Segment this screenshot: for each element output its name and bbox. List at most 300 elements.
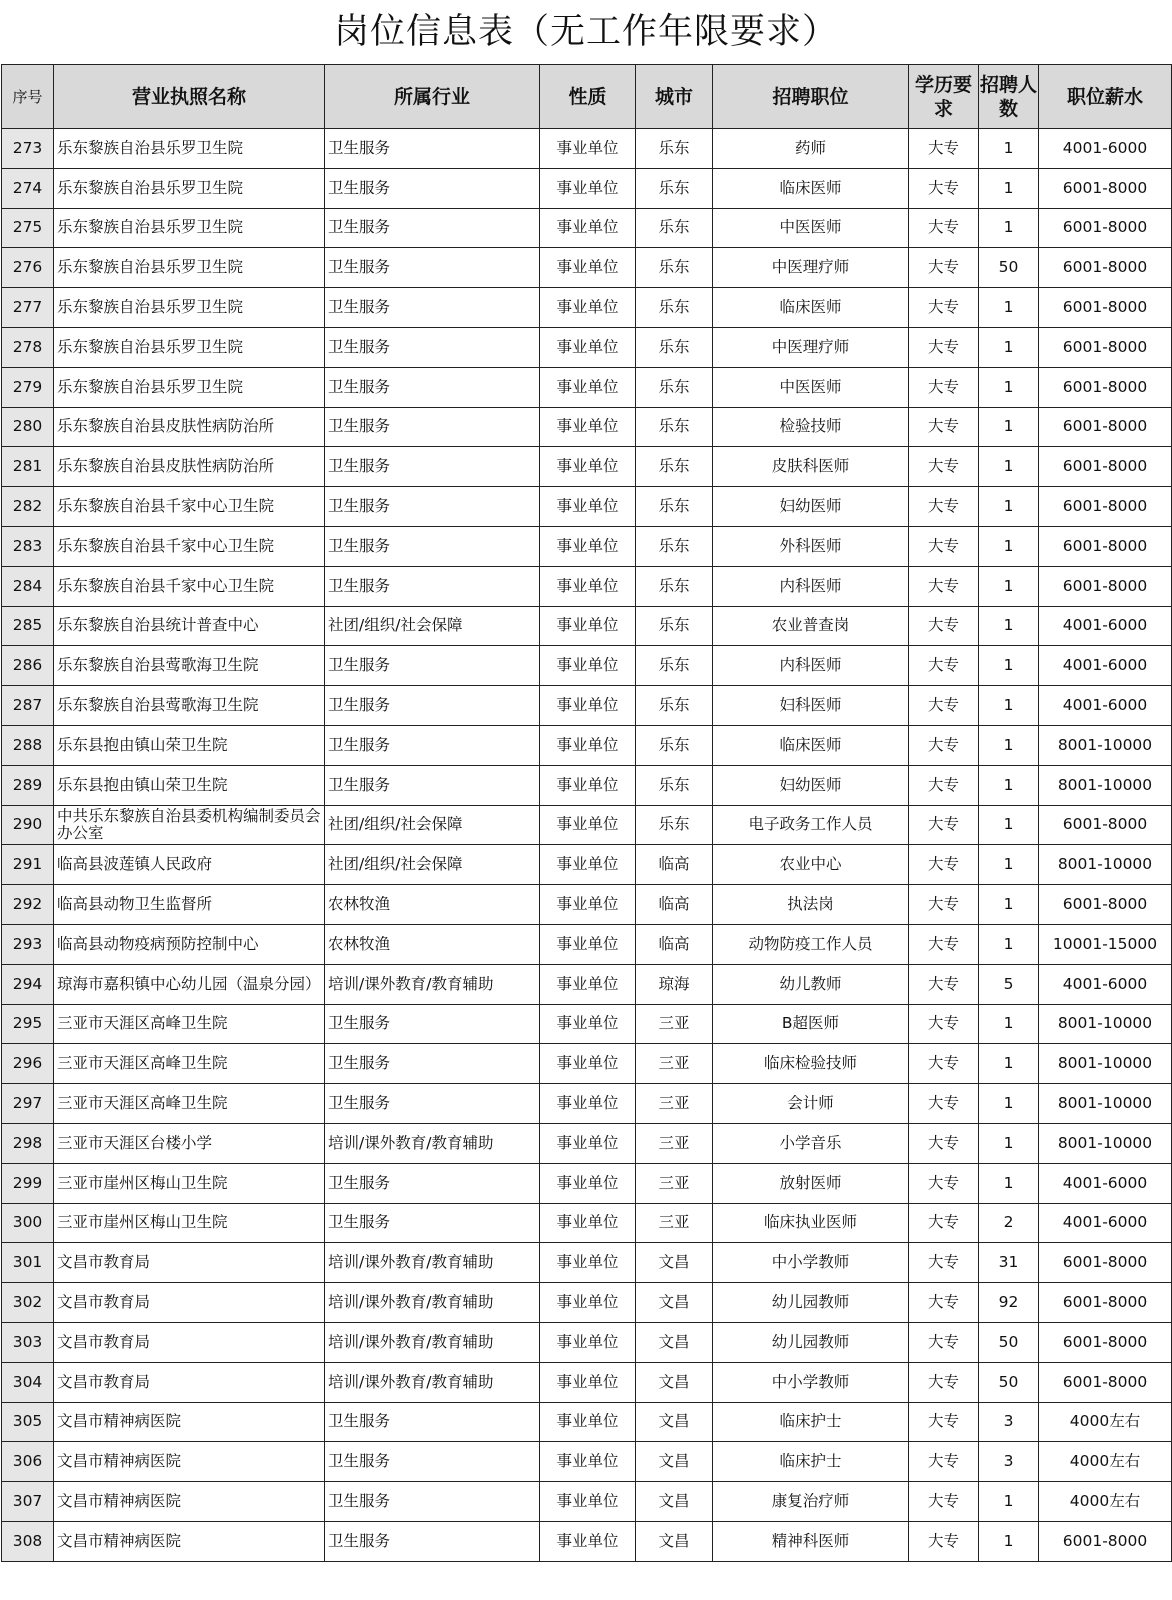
cell-position: 外科医师 (713, 526, 909, 566)
cell-nature: 事业单位 (540, 646, 636, 686)
cell-industry: 卫生服务 (325, 1482, 540, 1522)
cell-salary: 6001-8000 (1039, 447, 1172, 487)
cell-position: 临床医师 (713, 288, 909, 328)
table-row (2, 686, 1172, 726)
cell-no: 291 (2, 845, 54, 885)
table-row (2, 805, 1172, 845)
cell-no: 295 (2, 1004, 54, 1044)
cell-no: 284 (2, 566, 54, 606)
cell-salary: 6001-8000 (1039, 407, 1172, 447)
cell-position: 幼儿教师 (713, 964, 909, 1004)
table-row (2, 566, 1172, 606)
cell-count: 1 (979, 1163, 1039, 1203)
cell-no: 289 (2, 765, 54, 805)
cell-nature: 事业单位 (540, 805, 636, 845)
cell-count: 1 (979, 407, 1039, 447)
cell-education: 大专 (909, 765, 979, 805)
cell-education: 大专 (909, 686, 979, 726)
cell-education: 大专 (909, 1004, 979, 1044)
cell-industry: 培训/课外教育/教育辅助 (325, 964, 540, 1004)
cell-salary: 8001-10000 (1039, 1123, 1172, 1163)
cell-nature: 事业单位 (540, 208, 636, 248)
cell-nature: 事业单位 (540, 1163, 636, 1203)
cell-name: 三亚市崖州区梅山卫生院 (54, 1163, 325, 1203)
cell-city: 文昌 (636, 1362, 713, 1402)
cell-count: 1 (979, 1123, 1039, 1163)
cell-no: 296 (2, 1044, 54, 1084)
cell-no: 306 (2, 1442, 54, 1482)
cell-education: 大专 (909, 288, 979, 328)
table-row (2, 1482, 1172, 1522)
cell-education: 大专 (909, 407, 979, 447)
cell-nature: 事业单位 (540, 1482, 636, 1522)
cell-city: 临高 (636, 885, 713, 925)
cell-position: 中医理疗师 (713, 327, 909, 367)
cell-position: 妇幼医师 (713, 487, 909, 527)
cell-nature: 事业单位 (540, 248, 636, 288)
cell-education: 大专 (909, 1362, 979, 1402)
table-header-row (2, 65, 1172, 129)
cell-industry: 卫生服务 (325, 248, 540, 288)
cell-industry: 社团/组织/社会保障 (325, 606, 540, 646)
cell-salary: 6001-8000 (1039, 1283, 1172, 1323)
cell-industry: 农林牧渔 (325, 885, 540, 925)
cell-name: 乐东黎族自治县千家中心卫生院 (54, 487, 325, 527)
cell-position: 农业中心 (713, 845, 909, 885)
cell-nature: 事业单位 (540, 1442, 636, 1482)
cell-salary: 6001-8000 (1039, 248, 1172, 288)
cell-education: 大专 (909, 606, 979, 646)
cell-city: 三亚 (636, 1203, 713, 1243)
cell-name: 乐东黎族自治县莺歌海卫生院 (54, 686, 325, 726)
cell-name: 乐东黎族自治县千家中心卫生院 (54, 566, 325, 606)
cell-city: 三亚 (636, 1123, 713, 1163)
cell-city: 乐东 (636, 367, 713, 407)
table-row (2, 248, 1172, 288)
cell-education: 大专 (909, 168, 979, 208)
cell-industry: 卫生服务 (325, 407, 540, 447)
cell-name: 乐东黎族自治县乐罗卫生院 (54, 208, 325, 248)
cell-count: 1 (979, 447, 1039, 487)
cell-education: 大专 (909, 924, 979, 964)
cell-industry: 卫生服务 (325, 1402, 540, 1442)
cell-nature: 事业单位 (540, 1521, 636, 1561)
cell-no: 281 (2, 447, 54, 487)
cell-position: 中医医师 (713, 208, 909, 248)
cell-industry: 农林牧渔 (325, 924, 540, 964)
table-row (2, 447, 1172, 487)
cell-position: 临床医师 (713, 168, 909, 208)
cell-salary: 6001-8000 (1039, 805, 1172, 845)
cell-salary: 4001-6000 (1039, 964, 1172, 1004)
cell-salary: 10001-15000 (1039, 924, 1172, 964)
cell-education: 大专 (909, 1123, 979, 1163)
cell-city: 文昌 (636, 1521, 713, 1561)
cell-name: 乐东黎族自治县统计普查中心 (54, 606, 325, 646)
cell-count: 1 (979, 725, 1039, 765)
table-row (2, 1521, 1172, 1561)
table-row (2, 526, 1172, 566)
cell-no: 293 (2, 924, 54, 964)
cell-industry: 卫生服务 (325, 288, 540, 328)
cell-salary: 8001-10000 (1039, 1004, 1172, 1044)
cell-count: 1 (979, 327, 1039, 367)
cell-city: 三亚 (636, 1004, 713, 1044)
cell-nature: 事业单位 (540, 1123, 636, 1163)
cell-no: 279 (2, 367, 54, 407)
cell-name: 临高县动物疫病预防控制中心 (54, 924, 325, 964)
cell-city: 文昌 (636, 1482, 713, 1522)
cell-nature: 事业单位 (540, 1283, 636, 1323)
cell-education: 大专 (909, 526, 979, 566)
cell-salary: 6001-8000 (1039, 367, 1172, 407)
cell-salary: 4001-6000 (1039, 1203, 1172, 1243)
cell-salary: 4001-6000 (1039, 686, 1172, 726)
cell-nature: 事业单位 (540, 845, 636, 885)
cell-name: 乐东黎族自治县乐罗卫生院 (54, 168, 325, 208)
cell-salary: 6001-8000 (1039, 1521, 1172, 1561)
cell-city: 乐东 (636, 447, 713, 487)
cell-name: 乐东黎族自治县莺歌海卫生院 (54, 646, 325, 686)
cell-industry: 卫生服务 (325, 367, 540, 407)
cell-city: 文昌 (636, 1283, 713, 1323)
cell-name: 文昌市教育局 (54, 1243, 325, 1283)
cell-no: 288 (2, 725, 54, 765)
cell-education: 大专 (909, 1163, 979, 1203)
cell-position: 农业普查岗 (713, 606, 909, 646)
cell-industry: 卫生服务 (325, 487, 540, 527)
cell-no: 302 (2, 1283, 54, 1323)
table-body (2, 129, 1172, 1562)
cell-nature: 事业单位 (540, 1004, 636, 1044)
table-row (2, 1442, 1172, 1482)
cell-industry: 卫生服务 (325, 1442, 540, 1482)
cell-position: 中医医师 (713, 367, 909, 407)
cell-salary: 6001-8000 (1039, 1322, 1172, 1362)
cell-count: 1 (979, 805, 1039, 845)
cell-industry: 卫生服务 (325, 566, 540, 606)
cell-name: 中共乐东黎族自治县委机构编制委员会办公室 (54, 805, 325, 845)
cell-position: 临床检验技师 (713, 1044, 909, 1084)
cell-education: 大专 (909, 1203, 979, 1243)
cell-count: 5 (979, 964, 1039, 1004)
cell-count: 3 (979, 1442, 1039, 1482)
cell-city: 三亚 (636, 1044, 713, 1084)
cell-salary: 6001-8000 (1039, 208, 1172, 248)
cell-industry: 卫生服务 (325, 1521, 540, 1561)
header-city: 城市 (636, 65, 713, 129)
cell-nature: 事业单位 (540, 566, 636, 606)
cell-name: 琼海市嘉积镇中心幼儿园（温泉分园） (54, 964, 325, 1004)
cell-salary: 6001-8000 (1039, 487, 1172, 527)
cell-count: 50 (979, 1322, 1039, 1362)
table-row (2, 1084, 1172, 1124)
cell-no: 285 (2, 606, 54, 646)
cell-salary: 6001-8000 (1039, 566, 1172, 606)
cell-salary: 4000左右 (1039, 1402, 1172, 1442)
cell-position: 临床护士 (713, 1442, 909, 1482)
cell-count: 1 (979, 168, 1039, 208)
table-row (2, 1362, 1172, 1402)
cell-city: 临高 (636, 845, 713, 885)
cell-no: 300 (2, 1203, 54, 1243)
cell-no: 299 (2, 1163, 54, 1203)
cell-count: 1 (979, 924, 1039, 964)
cell-count: 1 (979, 526, 1039, 566)
cell-name: 三亚市天涯区高峰卫生院 (54, 1084, 325, 1124)
cell-count: 1 (979, 646, 1039, 686)
cell-no: 303 (2, 1322, 54, 1362)
cell-salary: 4001-6000 (1039, 1163, 1172, 1203)
cell-name: 文昌市精神病医院 (54, 1442, 325, 1482)
cell-no: 292 (2, 885, 54, 925)
cell-no: 301 (2, 1243, 54, 1283)
cell-city: 乐东 (636, 487, 713, 527)
cell-education: 大专 (909, 1482, 979, 1522)
cell-city: 文昌 (636, 1442, 713, 1482)
cell-position: 妇科医师 (713, 686, 909, 726)
cell-no: 308 (2, 1521, 54, 1561)
cell-no: 286 (2, 646, 54, 686)
table-row (2, 168, 1172, 208)
header-nature: 性质 (540, 65, 636, 129)
cell-nature: 事业单位 (540, 1243, 636, 1283)
table-row (2, 646, 1172, 686)
cell-no: 275 (2, 208, 54, 248)
cell-count: 1 (979, 606, 1039, 646)
table-row (2, 885, 1172, 925)
cell-nature: 事业单位 (540, 1322, 636, 1362)
cell-name: 文昌市教育局 (54, 1322, 325, 1362)
cell-city: 乐东 (636, 646, 713, 686)
cell-position: 中医理疗师 (713, 248, 909, 288)
cell-count: 1 (979, 845, 1039, 885)
cell-education: 大专 (909, 566, 979, 606)
cell-industry: 卫生服务 (325, 646, 540, 686)
cell-education: 大专 (909, 964, 979, 1004)
cell-nature: 事业单位 (540, 1084, 636, 1124)
cell-city: 乐东 (636, 725, 713, 765)
cell-nature: 事业单位 (540, 129, 636, 169)
table-row (2, 1322, 1172, 1362)
table-row (2, 1243, 1172, 1283)
cell-name: 乐东黎族自治县乐罗卫生院 (54, 129, 325, 169)
cell-no: 283 (2, 526, 54, 566)
cell-salary: 8001-10000 (1039, 845, 1172, 885)
cell-count: 1 (979, 367, 1039, 407)
cell-industry: 卫生服务 (325, 686, 540, 726)
table-row (2, 407, 1172, 447)
cell-position: 执法岗 (713, 885, 909, 925)
cell-no: 304 (2, 1362, 54, 1402)
cell-nature: 事业单位 (540, 526, 636, 566)
cell-name: 乐东县抱由镇山荣卫生院 (54, 765, 325, 805)
cell-industry: 卫生服务 (325, 327, 540, 367)
cell-city: 文昌 (636, 1243, 713, 1283)
cell-count: 2 (979, 1203, 1039, 1243)
cell-no: 280 (2, 407, 54, 447)
page-title: 岗位信息表（无工作年限要求） (333, 12, 838, 52)
table-row (2, 1004, 1172, 1044)
cell-city: 文昌 (636, 1402, 713, 1442)
cell-salary: 6001-8000 (1039, 526, 1172, 566)
cell-position: 放射医师 (713, 1163, 909, 1203)
cell-no: 297 (2, 1084, 54, 1124)
cell-city: 乐东 (636, 805, 713, 845)
cell-industry: 卫生服务 (325, 1203, 540, 1243)
cell-industry: 卫生服务 (325, 1044, 540, 1084)
cell-education: 大专 (909, 725, 979, 765)
cell-count: 1 (979, 1004, 1039, 1044)
table-row (2, 327, 1172, 367)
cell-nature: 事业单位 (540, 606, 636, 646)
cell-city: 乐东 (636, 407, 713, 447)
cell-city: 乐东 (636, 208, 713, 248)
cell-nature: 事业单位 (540, 447, 636, 487)
cell-name: 乐东县抱由镇山荣卫生院 (54, 725, 325, 765)
cell-industry: 培训/课外教育/教育辅助 (325, 1362, 540, 1402)
cell-name: 乐东黎族自治县乐罗卫生院 (54, 248, 325, 288)
cell-nature: 事业单位 (540, 168, 636, 208)
header-position: 招聘职位 (713, 65, 909, 129)
cell-name: 乐东黎族自治县乐罗卫生院 (54, 327, 325, 367)
cell-city: 乐东 (636, 248, 713, 288)
cell-no: 282 (2, 487, 54, 527)
cell-nature: 事业单位 (540, 686, 636, 726)
table-row (2, 208, 1172, 248)
table-row (2, 924, 1172, 964)
cell-position: 电子政务工作人员 (713, 805, 909, 845)
header-no: 序号 (2, 65, 54, 129)
cell-education: 大专 (909, 367, 979, 407)
cell-name: 乐东黎族自治县乐罗卫生院 (54, 367, 325, 407)
cell-education: 大专 (909, 208, 979, 248)
cell-no: 287 (2, 686, 54, 726)
cell-education: 大专 (909, 646, 979, 686)
cell-industry: 培训/课外教育/教育辅助 (325, 1322, 540, 1362)
cell-position: 检验技师 (713, 407, 909, 447)
cell-industry: 卫生服务 (325, 1084, 540, 1124)
cell-nature: 事业单位 (540, 327, 636, 367)
cell-nature: 事业单位 (540, 964, 636, 1004)
cell-city: 乐东 (636, 765, 713, 805)
cell-name: 三亚市天涯区台楼小学 (54, 1123, 325, 1163)
cell-position: 康复治疗师 (713, 1482, 909, 1522)
cell-name: 乐东黎族自治县皮肤性病防治所 (54, 447, 325, 487)
cell-position: 皮肤科医师 (713, 447, 909, 487)
cell-name: 乐东黎族自治县皮肤性病防治所 (54, 407, 325, 447)
cell-name: 乐东黎族自治县千家中心卫生院 (54, 526, 325, 566)
cell-position: 幼儿园教师 (713, 1283, 909, 1323)
cell-position: 中小学教师 (713, 1243, 909, 1283)
cell-count: 1 (979, 288, 1039, 328)
cell-industry: 培训/课外教育/教育辅助 (325, 1283, 540, 1323)
cell-nature: 事业单位 (540, 924, 636, 964)
cell-position: 妇幼医师 (713, 765, 909, 805)
cell-position: 动物防疫工作人员 (713, 924, 909, 964)
cell-count: 92 (979, 1283, 1039, 1323)
cell-salary: 4000左右 (1039, 1482, 1172, 1522)
cell-name: 文昌市精神病医院 (54, 1402, 325, 1442)
cell-salary: 4001-6000 (1039, 606, 1172, 646)
cell-salary: 8001-10000 (1039, 1084, 1172, 1124)
cell-city: 乐东 (636, 288, 713, 328)
cell-salary: 6001-8000 (1039, 885, 1172, 925)
cell-position: 精神科医师 (713, 1521, 909, 1561)
cell-city: 文昌 (636, 1322, 713, 1362)
cell-education: 大专 (909, 805, 979, 845)
header-name: 营业执照名称 (54, 65, 325, 129)
cell-name: 乐东黎族自治县乐罗卫生院 (54, 288, 325, 328)
cell-salary: 8001-10000 (1039, 1044, 1172, 1084)
cell-no: 278 (2, 327, 54, 367)
cell-education: 大专 (909, 845, 979, 885)
cell-industry: 卫生服务 (325, 208, 540, 248)
table-row (2, 1402, 1172, 1442)
table-row (2, 725, 1172, 765)
cell-industry: 卫生服务 (325, 1163, 540, 1203)
cell-no: 273 (2, 129, 54, 169)
table-row (2, 1283, 1172, 1323)
cell-count: 50 (979, 248, 1039, 288)
cell-name: 文昌市精神病医院 (54, 1521, 325, 1561)
cell-city: 三亚 (636, 1163, 713, 1203)
cell-position: 临床医师 (713, 725, 909, 765)
cell-count: 1 (979, 487, 1039, 527)
cell-city: 乐东 (636, 606, 713, 646)
table-row (2, 487, 1172, 527)
cell-no: 276 (2, 248, 54, 288)
cell-count: 50 (979, 1362, 1039, 1402)
cell-industry: 卫生服务 (325, 168, 540, 208)
cell-name: 临高县波莲镇人民政府 (54, 845, 325, 885)
cell-count: 1 (979, 566, 1039, 606)
cell-industry: 培训/课外教育/教育辅助 (325, 1123, 540, 1163)
job-table (1, 64, 1172, 1562)
cell-city: 乐东 (636, 566, 713, 606)
cell-industry: 培训/课外教育/教育辅助 (325, 1243, 540, 1283)
cell-nature: 事业单位 (540, 1203, 636, 1243)
cell-nature: 事业单位 (540, 1362, 636, 1402)
table-row (2, 1203, 1172, 1243)
cell-position: 中小学教师 (713, 1362, 909, 1402)
cell-no: 305 (2, 1402, 54, 1442)
cell-education: 大专 (909, 885, 979, 925)
cell-city: 三亚 (636, 1084, 713, 1124)
table-row (2, 129, 1172, 169)
table-row (2, 964, 1172, 1004)
cell-position: 会计师 (713, 1084, 909, 1124)
cell-count: 1 (979, 1482, 1039, 1522)
cell-count: 1 (979, 208, 1039, 248)
cell-city: 琼海 (636, 964, 713, 1004)
cell-salary: 6001-8000 (1039, 1243, 1172, 1283)
cell-count: 1 (979, 1521, 1039, 1561)
cell-education: 大专 (909, 129, 979, 169)
cell-salary: 6001-8000 (1039, 1362, 1172, 1402)
cell-no: 274 (2, 168, 54, 208)
cell-education: 大专 (909, 1442, 979, 1482)
cell-education: 大专 (909, 1322, 979, 1362)
header-industry: 所属行业 (325, 65, 540, 129)
cell-nature: 事业单位 (540, 1402, 636, 1442)
cell-education: 大专 (909, 248, 979, 288)
cell-nature: 事业单位 (540, 1044, 636, 1084)
cell-name: 文昌市教育局 (54, 1362, 325, 1402)
cell-no: 290 (2, 805, 54, 845)
header-count: 招聘人数 (979, 65, 1039, 129)
cell-count: 1 (979, 129, 1039, 169)
